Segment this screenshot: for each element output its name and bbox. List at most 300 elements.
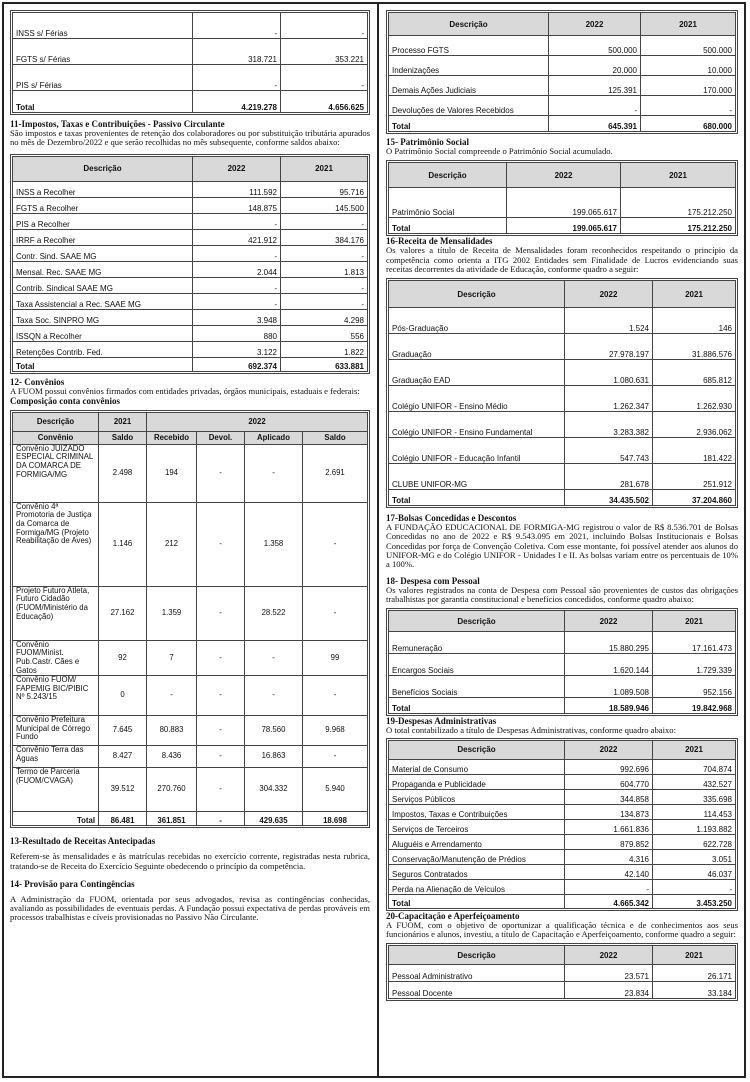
section-16-title: 16-Receita de Mensalidades [386,236,493,247]
row-value-2022: - [193,213,281,229]
header-year-2022: 2022 [565,281,653,308]
s20-table [388,945,736,999]
s12-head-2022: 2022 [147,412,368,431]
convenio-total-devol: - [197,812,245,826]
convenio-label: Termo de Parceria (FUOM/CVAGA) [13,768,99,812]
s12-head-desc: Descrição [13,412,99,431]
convenio-aplicado: 16.863 [245,746,303,768]
table-total-row [389,894,736,908]
row-label: Pessoal Administrativo [389,965,565,982]
s16-table [388,280,736,506]
row-label: Serviços de Terceiros [389,819,565,834]
section-11-title: 11-Impostos, Taxas e Contribuições - Passivo Circulante [10,119,225,129]
row-label: INSS a Recolher [13,181,193,197]
total-value-2021: 680.000 [641,116,736,132]
row-value-2022: 344.858 [565,789,653,804]
row-value-2022: 1.661.836 [565,819,653,834]
row-value-2022: 42.140 [565,864,653,879]
s15-table [388,162,736,234]
table-total-row [13,357,368,371]
row-value-2022: 992.696 [565,759,653,774]
s12-table-wrap [10,410,370,828]
total-value-2022: 692.374 [193,357,281,371]
contingencias-table-wrap [386,10,738,134]
row-label: Encargos Sociais [389,654,565,676]
table-row [13,261,368,277]
table-row [13,245,368,261]
section-19-title: 19-Despesas Administrativas [386,716,497,727]
convenio-devol: - [197,676,245,716]
row-value-2021: 10.000 [641,56,736,76]
row-value-2021: 622.728 [653,834,736,849]
row-value-2021: 17.161.473 [653,632,736,654]
row-value-2022: - [193,13,281,39]
row-value-2021: 952.156 [653,676,736,698]
row-value-2022: 318.721 [193,39,281,65]
convenio-saldo-2022: - [303,746,368,768]
section-18-text: Os valores registrados na conta de Despesa com Pessoal são provenientes de custos das obrigações trabalhistas por garantia constitucional e benefícios concedidos, conforme quadro abaixo: [386,584,738,604]
row-value-2022: 500.000 [549,36,641,56]
table-row [13,325,368,341]
table-row [389,864,736,879]
table-row [389,36,736,56]
section-12-subtitle: Composição conta convênios [10,395,120,406]
section-12-title: 12- Convênios [10,376,65,387]
row-label: Retenções Contrib. Fed. [13,341,193,357]
row-value-2021: 556 [281,325,368,341]
total-label: Total [389,698,565,714]
document-page [2,2,746,1078]
convenio-saldo-2021: 27.162 [99,586,147,640]
ferias-table-wrap [10,10,370,115]
row-label: Demais Ações Judiciais [389,76,549,96]
convenio-row [13,502,368,586]
row-value-2021: - [641,96,736,116]
row-label: Seguros Contratados [389,864,565,879]
row-value-2021: - [281,213,368,229]
table-row [389,879,736,894]
header-year-2021: 2021 [621,163,736,188]
convenio-saldo-2021: 8.427 [99,746,147,768]
convenio-label: Convênio FUOM/Minist. Pub.Castr. Cães e Gatos [13,640,99,675]
table-header-row [389,946,736,965]
row-label: INSS s/ Férias [13,13,193,39]
row-value-2022: 23.834 [565,982,653,999]
table-row [389,632,736,654]
header-description: Descrição [389,13,549,36]
table-row [389,676,736,698]
header-description: Descrição [13,156,193,181]
convenio-total-saldo-2022: 18.698 [303,812,368,826]
table-total-row [389,698,736,714]
total-value-2021: 19.842.968 [653,698,736,714]
row-label: Colégio UNIFOR - Ensino Fundamental [389,412,565,438]
s18-table [388,610,736,714]
total-value-2022: 34.435.502 [565,490,653,506]
convenio-row [13,768,368,812]
section-13-text: Referem-se às mensalidades e às matrículas recebidas no exercício corrente, registradas nesta rubrica, tratando-se de Receita do Exercício Seguinte obedecendo o princípio da competência. [10,851,370,871]
convenio-saldo-2022: 2.691 [303,444,368,502]
table-row [389,804,736,819]
row-value-2022: 20.000 [549,56,641,76]
convenio-saldo-2022: - [303,586,368,640]
table-row [389,334,736,360]
table-total-row [389,218,736,234]
convenio-saldo-2021: 92 [99,640,147,675]
s11-table-wrap [10,154,370,374]
total-value-2022: 18.589.946 [565,698,653,714]
total-label: Total [389,894,565,908]
table-header-row [389,611,736,632]
row-label: Graduação EAD [389,360,565,386]
row-value-2022: 604.770 [565,774,653,789]
row-label: FGTS a Recolher [13,197,193,213]
table-row [389,308,736,334]
row-value-2022: 1.089.508 [565,676,653,698]
convenio-devol: - [197,768,245,812]
section-15-text: O Patrimônio Social compreende o Patrimônio Social acumulado. [386,146,613,156]
table-row [13,39,368,65]
table-row [389,774,736,789]
s11-table [12,156,368,372]
s12-table [12,412,368,826]
table-row [13,181,368,197]
table-row [13,341,368,357]
s12-head-recebido: Recebido [147,431,197,444]
header-year-2021: 2021 [653,740,736,759]
row-value-2022: 199.065.617 [507,188,621,218]
table-header-row [389,163,736,188]
table-row [13,293,368,309]
s19-table [388,740,736,909]
convenio-recebido: - [147,676,197,716]
total-value-2022: 4.219.278 [193,91,281,113]
total-value-2022: 645.391 [549,116,641,132]
table-row [389,76,736,96]
table-row [389,759,736,774]
convenio-total-saldo-2021: 86.481 [99,812,147,826]
total-label: Total [389,490,565,506]
row-value-2021: 33.184 [653,982,736,999]
header-year-2022: 2022 [193,156,281,181]
row-value-2021: - [281,277,368,293]
convenio-aplicado: - [245,676,303,716]
s12-head-saldo2: Saldo [303,431,368,444]
convenio-row [13,444,368,502]
header-description: Descrição [389,740,565,759]
section-14-title: 14- Provisão para Contingências [10,878,135,889]
convenio-aplicado: 28.522 [245,586,303,640]
row-label: CLUBE UNIFOR-MG [389,464,565,490]
section-20-title: 20-Capacitação e Aperfeiçoamento [386,910,520,921]
convenio-devol: - [197,502,245,586]
row-value-2022: 111.592 [193,181,281,197]
row-value-2022: 1.620.144 [565,654,653,676]
s12-head-saldo: Saldo [99,431,147,444]
convenio-saldo-2021: 7.645 [99,716,147,746]
row-value-2021: 46.037 [653,864,736,879]
row-label: ISSQN a Recolher [13,325,193,341]
table-row [389,360,736,386]
convenio-label: Convênio Prefeitura Municipal de Córrego Fundo [13,716,99,746]
table-row [389,654,736,676]
convenio-label: Convênio FUOM/ FAPEMIG BIC/PIBIC Nº 5.243/15 [13,676,99,716]
header-year-2021: 2021 [641,13,736,36]
table-row [389,438,736,464]
row-value-2022: 27.978.197 [565,334,653,360]
row-label: Patrimônio Social [389,188,507,218]
row-value-2021: 3.051 [653,849,736,864]
convenio-saldo-2021: 0 [99,676,147,716]
row-value-2022: 15.880.295 [565,632,653,654]
row-label: PIS a Recolher [13,213,193,229]
table-header-row [13,156,368,181]
header-year-2021: 2021 [281,156,368,181]
convenio-total-aplicado: 429.635 [245,812,303,826]
convenio-devol: - [197,716,245,746]
row-value-2021: 704.874 [653,759,736,774]
section-16-text: Os valores a título de Receita de Mensalidades foram reconhecidos respeitando o princípio da competência como orienta a ITG 2002 Entidades sem Finalidade de Lucros evidenciando suas receitas decorrentes da atividade de Educação, conforme quadro a seguir: [386,245,738,274]
row-value-2021: 2.936.062 [653,412,736,438]
row-value-2021: 175.212.250 [621,188,736,218]
s18-table-wrap [386,608,738,716]
table-row [389,96,736,116]
header-year-2022: 2022 [565,740,653,759]
header-description: Descrição [389,163,507,188]
s20-table-wrap [386,943,738,1001]
convenio-row [13,640,368,675]
convenio-saldo-2021: 1.146 [99,502,147,586]
row-value-2021: - [281,65,368,91]
right-column [386,4,738,1076]
row-value-2022: 879.852 [565,834,653,849]
convenio-devol: - [197,444,245,502]
row-value-2021: 146 [653,308,736,334]
s12-head-convenio: Convênio [13,431,99,444]
convenio-row [13,746,368,768]
table-row [389,982,736,999]
row-value-2021: 353.221 [281,39,368,65]
convenio-row [13,586,368,640]
row-label: Mensal. Rec. SAAE MG [13,261,193,277]
s12-head-devol: Devol. [197,431,245,444]
row-label: Aluguéis e Arrendamento [389,834,565,849]
section-20-text: A FUOM, com o objetivo de oportunizar a qualificação técnica e de conhecimentos aos seus funcionários e alunos, investiu, a título de Capacitação e Aperfeiçoamento, conforme quadro a seguir: [386,919,738,939]
row-value-2022: 281.678 [565,464,653,490]
contingencias-table [388,12,736,132]
row-value-2022: - [193,277,281,293]
table-row [389,965,736,982]
row-label: Serviços Públicos [389,789,565,804]
row-label: Graduação [389,334,565,360]
header-year-2021: 2021 [653,946,736,965]
table-total-row [13,91,368,113]
table-row [389,188,736,218]
total-value-2022: 4.665.342 [565,894,653,908]
total-label: Total [389,116,549,132]
table-total-row [389,116,736,132]
convenio-label: Convênio 4ª Promotoria de Justiça da Comarca de Formiga/MG (Projeto Reabilitação de Aves) [13,502,99,586]
convenio-total-recebido: 361.851 [147,812,197,826]
row-value-2021: 384.176 [281,229,368,245]
convenio-recebido: 270.760 [147,768,197,812]
total-value-2021: 633.881 [281,357,368,371]
row-value-2021: 432.527 [653,774,736,789]
row-label: PIS s/ Férias [13,65,193,91]
row-label: Taxa Soc. SINPRO MG [13,309,193,325]
row-value-2022: 421.912 [193,229,281,245]
row-value-2021: 4.298 [281,309,368,325]
convenio-aplicado: 1.358 [245,502,303,586]
row-value-2021: - [281,293,368,309]
row-value-2022: 148.875 [193,197,281,213]
convenio-saldo-2022: - [303,676,368,716]
section-19-text: O total contabilizado a título de Despesas Administrativas, conforme quadro abaixo: [386,725,676,736]
convenio-total-label: Total [13,812,99,826]
header-year-2021: 2021 [653,611,736,632]
header-year-2021: 2021 [653,281,736,308]
row-value-2021: - [653,879,736,894]
left-column [10,4,370,1076]
table-row [13,229,368,245]
row-label: Perda na Alienação de Veículos [389,879,565,894]
table-row [389,386,736,412]
row-value-2022: 2.044 [193,261,281,277]
row-value-2022: - [193,293,281,309]
row-value-2022: 4.316 [565,849,653,864]
section-12-text: A FUOM possui convênios firmados com entidades privadas, órgãos municipais, estaduais e federais: [10,385,360,396]
section-15-title: 15- Patrimônio Social [386,137,469,147]
convenio-aplicado: - [245,444,303,502]
row-label: Colégio UNIFOR - Educação Infantil [389,438,565,464]
row-label: FGTS s/ Férias [13,39,193,65]
row-label: Colégio UNIFOR - Ensino Médio [389,386,565,412]
row-value-2022: 547.743 [565,438,653,464]
table-header-row [389,281,736,308]
convenio-saldo-2021: 2.498 [99,444,147,502]
total-value-2021: 37.204.860 [653,490,736,506]
row-value-2021: 145.500 [281,197,368,213]
row-value-2021: 31.886.576 [653,334,736,360]
row-value-2021: 1.729.339 [653,654,736,676]
row-label: Taxa Assistencial a Rec. SAAE MG [13,293,193,309]
row-value-2022: 3.948 [193,309,281,325]
convenio-saldo-2022: 99 [303,640,368,675]
header-year-2022: 2022 [507,163,621,188]
table-row [389,56,736,76]
row-label: Devoluções de Valores Recebidos [389,96,549,116]
row-label: Contr. Sind. SAAE MG [13,245,193,261]
convenio-row [13,716,368,746]
convenio-recebido: 8.436 [147,746,197,768]
table-header-row [389,740,736,759]
row-value-2022: 125.391 [549,76,641,96]
row-value-2022: - [549,96,641,116]
convenio-devol: - [197,746,245,768]
row-value-2021: 1.262.930 [653,386,736,412]
row-value-2021: 95.716 [281,181,368,197]
convenio-recebido: 212 [147,502,197,586]
row-label: Pós-Graduação [389,308,565,334]
table-row [13,197,368,213]
row-label: Remuneração [389,632,565,654]
row-value-2021: 181.422 [653,438,736,464]
table-row [389,834,736,849]
s12-head-aplicado: Aplicado [245,431,303,444]
s16-table-wrap [386,278,738,508]
table-header-row [389,13,736,36]
total-label: Total [389,218,507,234]
row-value-2021: 335.698 [653,789,736,804]
row-value-2021: 1.193.882 [653,819,736,834]
convenio-label: Convênio JUIZADO ESPECIAL CRIMINAL DA COMARCA DE FORMIGA/MG [13,444,99,502]
s12-head-2021: 2021 [99,412,147,431]
section-11-text: São impostos e taxas provenientes de retenção dos colaboradores ou por substituição tributária apurados no mês de Dezembro/2022 e que serão recolhidas no mês subsequente, conforme saldos abaixo: [10,128,370,148]
convenio-saldo-2021: 39.512 [99,768,147,812]
header-year-2022: 2022 [549,13,641,36]
convenio-label: Convênio Terra das Águas [13,746,99,768]
total-value-2021: 3.453.250 [653,894,736,908]
table-row [13,213,368,229]
row-label: Benefícios Sociais [389,676,565,698]
table-row [389,412,736,438]
convenio-devol: - [197,640,245,675]
row-value-2022: 1.524 [565,308,653,334]
table-row [13,13,368,39]
row-value-2021: - [281,245,368,261]
row-value-2022: - [193,245,281,261]
row-value-2022: - [193,65,281,91]
row-value-2021: 170.000 [641,76,736,96]
row-value-2022: 1.262.347 [565,386,653,412]
header-description: Descrição [389,611,565,632]
convenio-recebido: 1.359 [147,586,197,640]
total-label: Total [13,357,193,371]
table-row [389,819,736,834]
row-label: Indenizações [389,56,549,76]
ferias-table [12,12,368,113]
section-17-title: 17-Bolsas Concedidas e Descontos [386,513,517,524]
row-label: Contrib. Sindical SAAE MG [13,277,193,293]
convenio-row [13,676,368,716]
convenio-recebido: 80.883 [147,716,197,746]
column-divider [377,4,379,1076]
convenio-recebido: 7 [147,640,197,675]
row-label: Conservação/Manutenção de Prédios [389,849,565,864]
row-label: IRRF a Recolher [13,229,193,245]
table-row [13,65,368,91]
total-value-2021: 175.212.250 [621,218,736,234]
table-row [389,789,736,804]
row-value-2021: 500.000 [641,36,736,56]
row-label: Pessoal Docente [389,982,565,999]
row-label: Material de Consumo [389,759,565,774]
row-label: Impostos, Taxas e Contribuições [389,804,565,819]
row-value-2022: 3.283.382 [565,412,653,438]
table-row [13,309,368,325]
convenio-recebido: 194 [147,444,197,502]
row-label: Propaganda e Publicidade [389,774,565,789]
row-value-2022: 134.873 [565,804,653,819]
row-value-2021: 114.453 [653,804,736,819]
row-value-2021: 685.812 [653,360,736,386]
row-value-2022: 1.080.631 [565,360,653,386]
convenio-saldo-2022: 9.968 [303,716,368,746]
row-value-2022: 3.122 [193,341,281,357]
row-value-2022: 880 [193,325,281,341]
section-17-text: A FUNDAÇÃO EDUCACIONAL DE FORMIGA-MG registrou o valor de R$ 8.536.701 de Bolsas Concedidas no ano de 2022 e R$ 9.543.095 em 2021, incluindo Bolsas Institucionais e Bolsas Concedidas por força de Convenção Coletiva. Com esse montante, foi possível atender aos alunos do UNIFOR-MG e do Colégio UNIFOR - Unidades I e II. As bolsas variam entre os percentuais de 10% a 100%. [386,522,738,570]
table-row [389,849,736,864]
